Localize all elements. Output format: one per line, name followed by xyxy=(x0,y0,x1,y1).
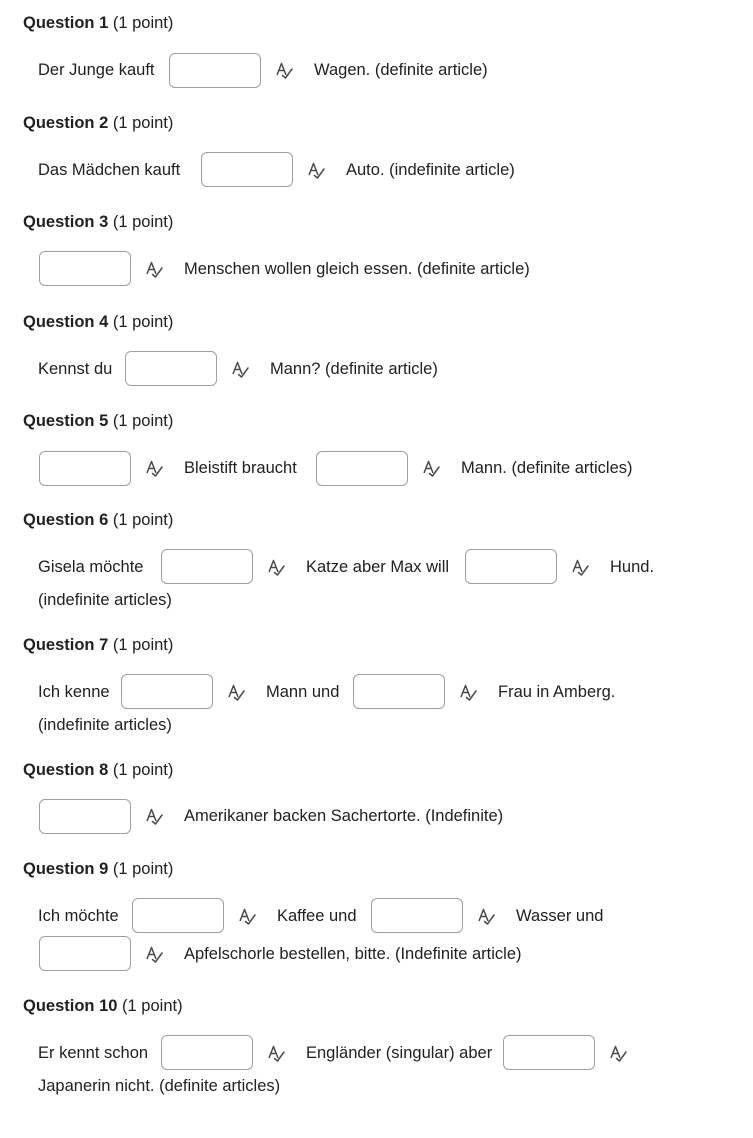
question-2-text-before: Das Mädchen kauft xyxy=(38,161,181,179)
question-7-title xyxy=(23,636,173,655)
question-9-blank-3[interactable] xyxy=(39,936,131,971)
question-number: Question 4 xyxy=(23,313,109,331)
question-6-blank-2[interactable] xyxy=(465,549,557,584)
question-9-text-after: Apfelschorle bestellen, bitte. (Indefinite article) xyxy=(184,945,522,963)
question-7-blank-2[interactable] xyxy=(353,674,445,709)
question-9-text-middle: Kaffee und xyxy=(277,907,357,925)
question-10-text-middle: Engländer (singular) aber xyxy=(306,1044,493,1062)
spellcheck-icon[interactable] xyxy=(267,1044,285,1062)
question-points: (1 point) xyxy=(112,860,174,878)
question-number: Question 8 xyxy=(23,761,109,779)
question-points: (1 point) xyxy=(112,761,174,779)
question-5-blank-2[interactable] xyxy=(316,451,408,486)
spellcheck-icon[interactable] xyxy=(275,61,293,79)
question-9-text-middle-2: Wasser und xyxy=(516,907,604,925)
question-1-text-after: Wagen. (definite article) xyxy=(314,61,488,79)
spellcheck-icon[interactable] xyxy=(231,360,249,378)
question-5-text-middle: Bleistift braucht xyxy=(184,459,297,477)
question-1-title xyxy=(23,14,173,33)
question-number: Question 2 xyxy=(23,114,109,132)
spellcheck-icon[interactable] xyxy=(459,683,477,701)
question-points: (1 point) xyxy=(122,997,183,1015)
question-10-blank-2[interactable] xyxy=(503,1035,595,1070)
question-6-text-before: Gisela möchte xyxy=(38,558,144,576)
question-points: (1 point) xyxy=(112,313,174,331)
question-9-text-before: Ich möchte xyxy=(38,907,119,925)
question-9-blank-2[interactable] xyxy=(371,898,463,933)
question-9-title xyxy=(23,860,173,879)
question-10-text-after: Japanerin nicht. (definite articles) xyxy=(38,1077,281,1095)
question-3-text-after: Menschen wollen gleich essen. (definite article) xyxy=(184,260,530,278)
question-10-text-before: Er kennt schon xyxy=(38,1044,149,1062)
question-points: (1 point) xyxy=(112,213,174,231)
question-5-text-after: Mann. (definite articles) xyxy=(461,459,633,477)
question-6-blank-1[interactable] xyxy=(161,549,253,584)
question-number: Question 3 xyxy=(23,213,109,231)
spellcheck-icon[interactable] xyxy=(145,260,163,278)
question-number: Question 9 xyxy=(23,860,109,878)
question-5-title xyxy=(23,412,173,431)
spellcheck-icon[interactable] xyxy=(145,807,163,825)
question-points: (1 point) xyxy=(112,636,174,654)
question-2-text-after: Auto. (indefinite article) xyxy=(346,161,515,179)
question-8-title xyxy=(23,761,173,780)
question-number: Question 7 xyxy=(23,636,109,654)
question-7-blank-1[interactable] xyxy=(121,674,213,709)
question-number: Question 6 xyxy=(23,511,109,529)
question-3-title xyxy=(23,213,173,232)
question-number: Question 1 xyxy=(23,14,109,32)
question-8-text-after: Amerikaner backen Sachertorte. (Indefinite) xyxy=(184,807,504,825)
question-6-text-middle: Katze aber Max will xyxy=(306,558,450,576)
spellcheck-icon[interactable] xyxy=(571,558,589,576)
question-6-text-after: Hund. xyxy=(610,558,655,576)
question-3-blank-1[interactable] xyxy=(39,251,131,286)
question-number: Question 5 xyxy=(23,412,109,430)
question-number: Question 10 xyxy=(23,997,118,1015)
question-4-text-before: Kennst du xyxy=(38,360,113,378)
question-1-blank-1[interactable] xyxy=(169,53,261,88)
question-2-blank-1[interactable] xyxy=(201,152,293,187)
spellcheck-icon[interactable] xyxy=(307,161,325,179)
question-7-text-before: Ich kenne xyxy=(38,683,110,701)
question-7-instruction: (indefinite articles) xyxy=(38,716,172,734)
question-6-title xyxy=(23,511,173,530)
question-points: (1 point) xyxy=(112,511,174,529)
question-1-text-before: Der Junge kauft xyxy=(38,61,155,79)
question-8-blank-1[interactable] xyxy=(39,799,131,834)
spellcheck-icon[interactable] xyxy=(227,683,245,701)
spellcheck-icon[interactable] xyxy=(267,558,285,576)
question-7-text-after: Frau in Amberg. xyxy=(498,683,616,701)
question-points: (1 point) xyxy=(112,412,174,430)
spellcheck-icon[interactable] xyxy=(145,459,163,477)
spellcheck-icon[interactable] xyxy=(422,459,440,477)
question-10-blank-1[interactable] xyxy=(161,1035,253,1070)
question-6-instruction: (indefinite articles) xyxy=(38,591,172,609)
spellcheck-icon[interactable] xyxy=(477,907,495,925)
question-2-title xyxy=(23,114,173,133)
spellcheck-icon[interactable] xyxy=(238,907,256,925)
question-5-blank-1[interactable] xyxy=(39,451,131,486)
question-4-title xyxy=(23,313,173,332)
question-4-blank-1[interactable] xyxy=(125,351,217,386)
question-7-text-middle: Mann und xyxy=(266,683,340,701)
question-points: (1 point) xyxy=(112,14,174,32)
question-points: (1 point) xyxy=(112,114,174,132)
spellcheck-icon[interactable] xyxy=(609,1044,627,1062)
question-9-blank-1[interactable] xyxy=(132,898,224,933)
spellcheck-icon[interactable] xyxy=(145,945,163,963)
question-10-title xyxy=(23,997,183,1016)
question-4-text-after: Mann? (definite article) xyxy=(270,360,438,378)
